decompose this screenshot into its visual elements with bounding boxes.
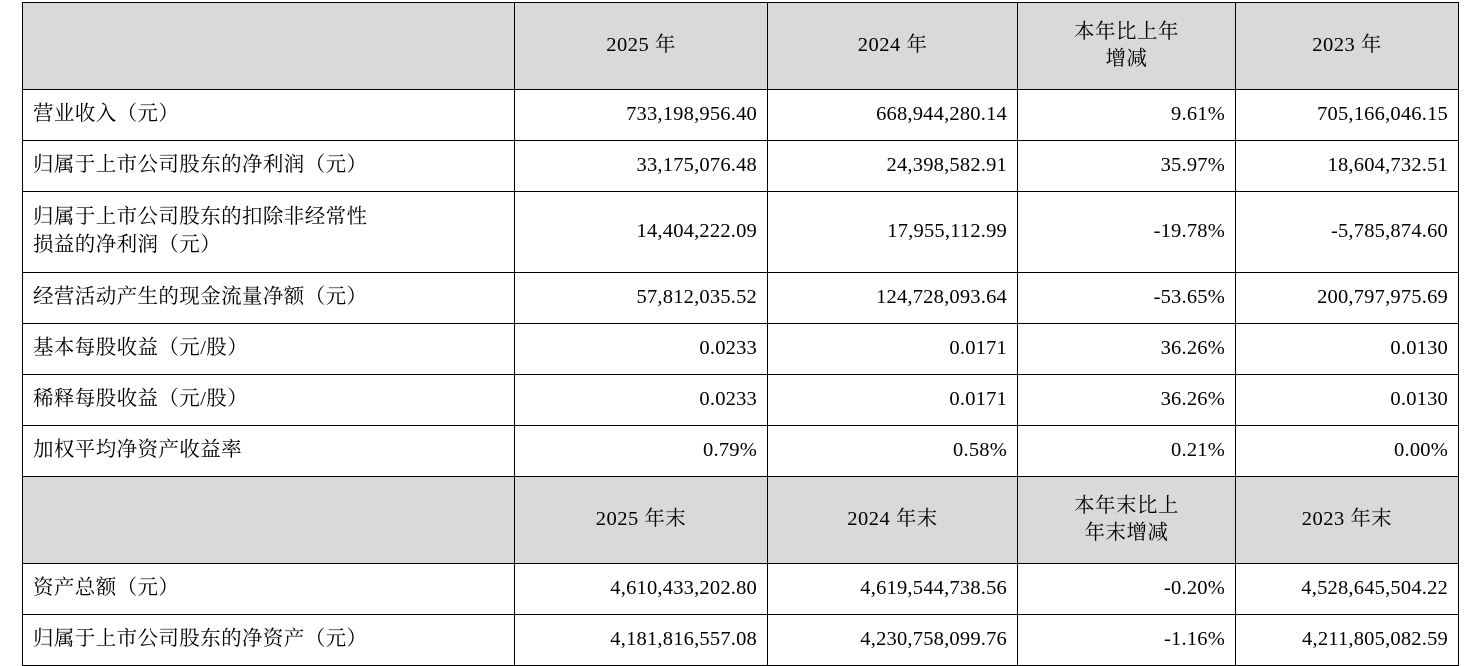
cell-roe-2025: 0.79% [515, 426, 768, 477]
table-row [23, 615, 1459, 666]
row-label-line2: 损益的净利润（元） [33, 234, 222, 256]
header-cell-2024-yearend: 2024 年末 [768, 477, 1018, 564]
header-cell-corner-2 [23, 477, 515, 564]
cell-total-assets-2024: 4,619,544,738.56 [768, 564, 1018, 615]
header-cell-yearend-change [1018, 477, 1236, 564]
table-row [23, 324, 1459, 375]
table-header-row-yearend [23, 477, 1459, 564]
cell-total-assets-2025: 4,610,433,202.80 [515, 564, 768, 615]
cell-net-profit-deducted-2025: 14,404,222.09 [515, 192, 768, 273]
cell-diluted-eps-2025: 0.0233 [515, 375, 768, 426]
cell-diluted-eps-2024: 0.0171 [768, 375, 1018, 426]
cell-revenue-change: 9.61% [1018, 90, 1236, 141]
header-cell-2025: 2025 年 [515, 3, 768, 90]
cell-total-assets-change: -0.20% [1018, 564, 1236, 615]
header-cell-2023: 2023 年 [1236, 3, 1459, 90]
cell-operating-cashflow-change: -53.65% [1018, 273, 1236, 324]
cell-net-assets-change: -1.16% [1018, 615, 1236, 666]
row-label-basic-eps: 基本每股收益（元/股） [23, 324, 515, 375]
row-label-total-assets: 资产总额（元） [23, 564, 515, 615]
cell-net-profit-change: 35.97% [1018, 141, 1236, 192]
cell-total-assets-2023: 4,528,645,504.22 [1236, 564, 1459, 615]
cell-roe-2023: 0.00% [1236, 426, 1459, 477]
header-yoy-line1: 本年比上年 [1074, 21, 1179, 44]
cell-revenue-2025: 733,198,956.40 [515, 90, 768, 141]
row-label-operating-cashflow: 经营活动产生的现金流量净额（元） [23, 273, 515, 324]
row-label-net-assets: 归属于上市公司股东的净资产（元） [23, 615, 515, 666]
cell-net-profit-2023: 18,604,732.51 [1236, 141, 1459, 192]
row-label-net-profit-deducted [23, 192, 515, 273]
row-label-diluted-eps: 稀释每股收益（元/股） [23, 375, 515, 426]
table-header-row-annual [23, 3, 1459, 90]
cell-net-profit-2024: 24,398,582.91 [768, 141, 1018, 192]
cell-revenue-2023: 705,166,046.15 [1236, 90, 1459, 141]
cell-diluted-eps-2023: 0.0130 [1236, 375, 1459, 426]
table-row [23, 564, 1459, 615]
cell-net-profit-2025: 33,175,076.48 [515, 141, 768, 192]
row-label-line1: 归属于上市公司股东的扣除非经常性 [33, 206, 368, 229]
header-yoy-line2: 增减 [1105, 48, 1148, 70]
row-label-roe: 加权平均净资产收益率 [23, 426, 515, 477]
cell-net-assets-2023: 4,211,805,082.59 [1236, 615, 1459, 666]
table-row [23, 192, 1459, 273]
header-cell-2024: 2024 年 [768, 3, 1018, 90]
header-cell-corner [23, 3, 515, 90]
table-row [23, 141, 1459, 192]
cell-revenue-2024: 668,944,280.14 [768, 90, 1018, 141]
cell-operating-cashflow-2025: 57,812,035.52 [515, 273, 768, 324]
header-cell-2023-yearend: 2023 年末 [1236, 477, 1459, 564]
cell-basic-eps-2025: 0.0233 [515, 324, 768, 375]
table-row [23, 273, 1459, 324]
cell-net-profit-deducted-2023: -5,785,874.60 [1236, 192, 1459, 273]
financial-summary-table [22, 2, 1459, 666]
cell-roe-2024: 0.58% [768, 426, 1018, 477]
cell-operating-cashflow-2023: 200,797,975.69 [1236, 273, 1459, 324]
cell-net-assets-2025: 4,181,816,557.08 [515, 615, 768, 666]
cell-net-profit-deducted-2024: 17,955,112.99 [768, 192, 1018, 273]
cell-roe-change: 0.21% [1018, 426, 1236, 477]
row-label-net-profit: 归属于上市公司股东的净利润（元） [23, 141, 515, 192]
document-page [0, 2, 1480, 652]
cell-net-assets-2024: 4,230,758,099.76 [768, 615, 1018, 666]
header-yearend-line2: 年末增减 [1084, 522, 1169, 544]
cell-basic-eps-2024: 0.0171 [768, 324, 1018, 375]
cell-operating-cashflow-2024: 124,728,093.64 [768, 273, 1018, 324]
header-cell-yoy-change [1018, 3, 1236, 90]
cell-net-profit-deducted-change: -19.78% [1018, 192, 1236, 273]
cell-diluted-eps-change: 36.26% [1018, 375, 1236, 426]
cell-basic-eps-2023: 0.0130 [1236, 324, 1459, 375]
table-row [23, 426, 1459, 477]
header-cell-2025-yearend: 2025 年末 [515, 477, 768, 564]
row-label-revenue: 营业收入（元） [23, 90, 515, 141]
table-row [23, 90, 1459, 141]
cell-basic-eps-change: 36.26% [1018, 324, 1236, 375]
table-row [23, 375, 1459, 426]
header-yearend-line1: 本年末比上 [1074, 495, 1179, 518]
